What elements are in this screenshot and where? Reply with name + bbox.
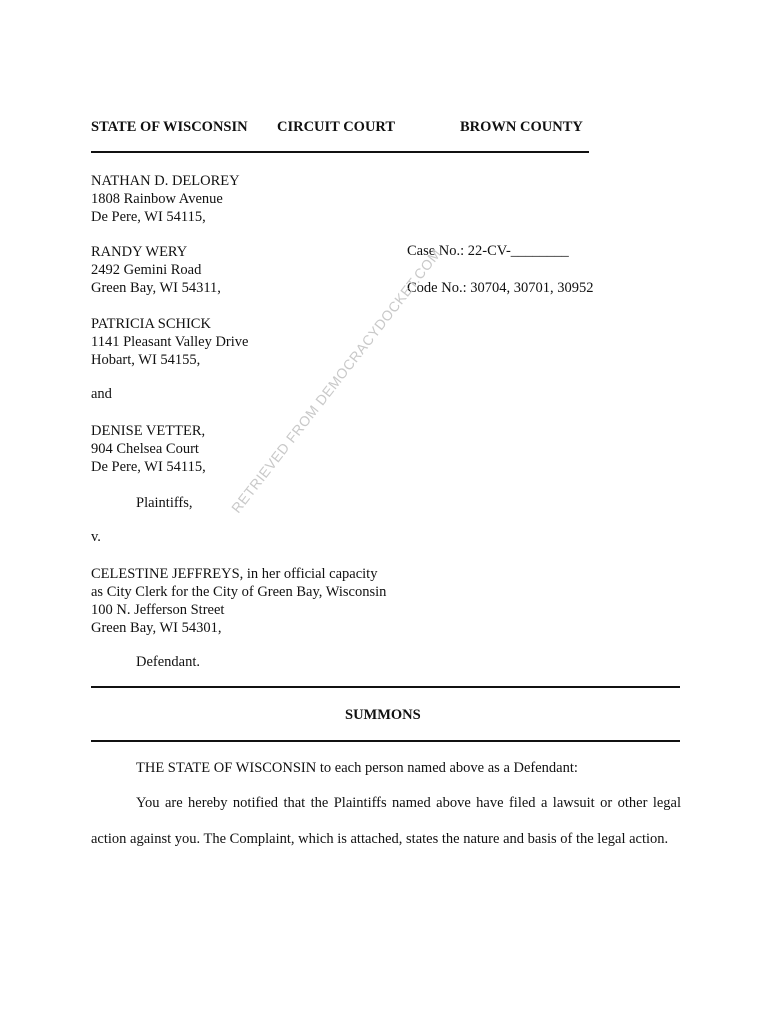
defendant-block [91, 565, 386, 637]
plaintiff-name: NATHAN D. DELOREY [91, 173, 240, 189]
body-para-2: You are hereby notified that the Plaintiffs named above have filed a lawsuit or other legal action against you. The Complaint, which is attached, states the nature and basis of the legal action. [91, 795, 681, 847]
connector-and: and [91, 386, 112, 402]
plaintiff-name: PATRICIA SCHICK [91, 316, 211, 332]
plaintiff-city: Hobart, WI 54155, [91, 352, 201, 368]
case-number: Case No.: 22-CV-________ [407, 243, 569, 259]
plaintiff-street: 1808 Rainbow Avenue [91, 191, 223, 207]
defendant-line: 100 N. Jefferson Street [91, 602, 225, 618]
plaintiff-name: RANDY WERY [91, 244, 188, 260]
defendant-line: Green Bay, WI 54301, [91, 620, 222, 636]
caption-county: BROWN COUNTY [460, 119, 583, 135]
code-number: Code No.: 30704, 30701, 30952 [407, 280, 594, 296]
caption-rule [91, 151, 589, 153]
caption-court: CIRCUIT COURT [277, 119, 396, 135]
plaintiff-block [91, 172, 240, 226]
caption-state: STATE OF WISCONSIN [91, 119, 248, 135]
watermark: RETRIEVED FROM DEMOCRACYDOCKET.COM [228, 245, 445, 516]
plaintiff-city: Green Bay, WI 54311, [91, 280, 221, 296]
plaintiff-name: DENISE VETTER, [91, 423, 206, 439]
title-bottom-rule [91, 740, 680, 742]
plaintiff-block [91, 315, 248, 369]
summons-title: SUMMONS [345, 707, 421, 723]
defendant-line: as City Clerk for the City of Green Bay, Wisconsin [91, 584, 387, 600]
plaintiff-block [91, 422, 206, 476]
plaintiff-city: De Pere, WI 54115, [91, 209, 206, 225]
plaintiff-street: 904 Chelsea Court [91, 441, 199, 457]
plaintiff-block [91, 243, 221, 297]
defendant-label: Defendant. [136, 654, 201, 670]
plaintiff-street: 2492 Gemini Road [91, 262, 202, 278]
body-para-1: THE STATE OF WISCONSIN to each person named above as a Defendant: [136, 760, 578, 776]
defendant-line: CELESTINE JEFFREYS, in her official capacity [91, 566, 378, 582]
title-top-rule [91, 686, 680, 688]
plaintiffs-label: Plaintiffs, [136, 495, 193, 511]
plaintiff-city: De Pere, WI 54115, [91, 459, 206, 475]
versus-label: v. [91, 529, 101, 545]
plaintiff-street: 1141 Pleasant Valley Drive [91, 334, 249, 350]
